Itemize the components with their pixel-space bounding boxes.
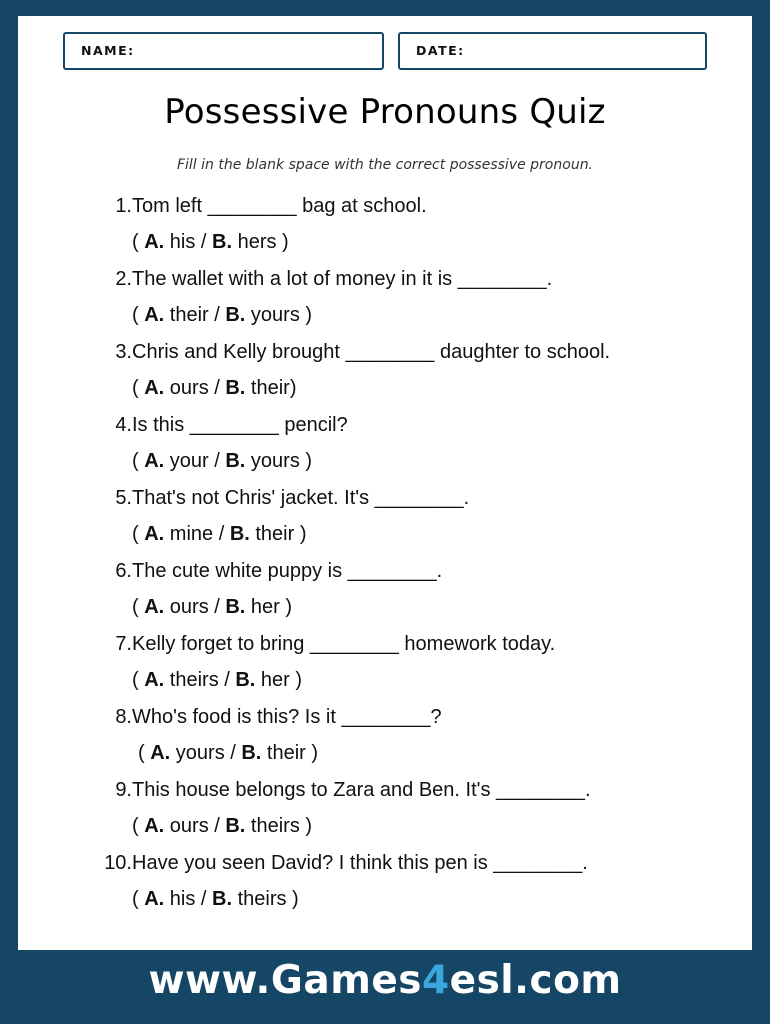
- option-a-text: ours: [169, 377, 209, 399]
- options-open: (: [132, 231, 145, 253]
- option-b-label: B.: [225, 450, 246, 472]
- options-close: ): [289, 669, 303, 691]
- name-label: NAME:: [81, 43, 135, 58]
- date-field[interactable]: [398, 32, 707, 70]
- footer-accent: 4: [422, 958, 450, 1003]
- option-b-text: yours: [250, 450, 300, 472]
- question-number: 3.: [115, 341, 132, 363]
- options-open: (: [132, 669, 145, 691]
- options-open: (: [132, 450, 145, 472]
- option-a-label: A.: [150, 742, 171, 764]
- options-close: ): [299, 304, 313, 326]
- question-text: Is this ________ pencil?: [132, 414, 348, 436]
- option-b-text: her: [260, 669, 290, 691]
- option-b-label: B.: [225, 815, 246, 837]
- options-separator: /: [213, 523, 230, 545]
- option-b-text: yours: [250, 304, 300, 326]
- question-options: [132, 596, 292, 619]
- instructions-text: Fill in the blank space with the correct possessive pronoun.: [176, 157, 594, 173]
- option-a-label: A.: [144, 596, 165, 618]
- date-label: DATE:: [416, 43, 465, 58]
- question-item: [18, 266, 752, 339]
- option-b-label: B.: [212, 888, 233, 910]
- option-b-label: B.: [235, 669, 256, 691]
- question-item: [18, 850, 752, 923]
- question-text: Tom left ________ bag at school.: [132, 195, 427, 217]
- options-close: ): [286, 888, 299, 910]
- question-number: 8.: [115, 706, 132, 728]
- options-separator: /: [208, 815, 226, 837]
- question-number: 5.: [115, 487, 132, 509]
- footer-suffix: esl.com: [449, 958, 622, 1003]
- question-text: The wallet with a lot of money in it is ________.: [132, 268, 553, 290]
- option-b-text: their: [255, 523, 295, 545]
- options-separator: /: [195, 888, 213, 910]
- options-close: ): [289, 377, 297, 399]
- question-text: This house belongs to Zara and Ben. It's ________.: [132, 779, 591, 801]
- question-text: That's not Chris' jacket. It's ________.: [132, 487, 470, 509]
- question-number: 6.: [115, 560, 132, 582]
- option-b-label: B.: [225, 596, 246, 618]
- question-item: [18, 412, 752, 485]
- options-close: ): [299, 450, 313, 472]
- options-separator: /: [224, 742, 242, 764]
- question-list: [18, 193, 752, 923]
- question-item: [18, 558, 752, 631]
- options-separator: /: [195, 231, 213, 253]
- option-b-text: her: [250, 596, 280, 618]
- option-b-text: hers: [237, 231, 277, 253]
- option-b-label: B.: [229, 523, 250, 545]
- option-a-text: mine: [169, 523, 214, 545]
- options-open: (: [132, 596, 145, 618]
- option-b-text: their: [266, 742, 306, 764]
- option-a-text: his: [169, 231, 196, 253]
- option-b-label: B.: [225, 304, 246, 326]
- question-item: [18, 631, 752, 704]
- question-text: Have you seen David? I think this pen is ________.: [132, 852, 588, 874]
- question-options: [132, 815, 312, 838]
- options-open: (: [132, 377, 145, 399]
- options-separator: /: [208, 304, 226, 326]
- question-item: [18, 193, 752, 266]
- options-close: ): [305, 742, 319, 764]
- question-item: [18, 339, 752, 412]
- options-close: ): [276, 231, 289, 253]
- options-separator: /: [208, 596, 226, 618]
- question-number: 4.: [115, 414, 132, 436]
- options-open: (: [132, 888, 145, 910]
- option-a-label: A.: [144, 815, 165, 837]
- option-a-text: ours: [169, 815, 209, 837]
- option-b-text: theirs: [237, 888, 287, 910]
- option-a-label: A.: [144, 304, 165, 326]
- question-number: 2.: [115, 268, 132, 290]
- options-separator: /: [208, 377, 226, 399]
- question-item: [18, 704, 752, 777]
- option-a-label: A.: [144, 669, 165, 691]
- question-item: [18, 485, 752, 558]
- options-open: (: [132, 304, 145, 326]
- question-text: The cute white puppy is ________.: [132, 560, 443, 582]
- options-separator: /: [218, 669, 236, 691]
- worksheet-page: [18, 16, 752, 950]
- question-number: 7.: [115, 633, 132, 655]
- options-open: (: [138, 742, 151, 764]
- option-a-label: A.: [144, 231, 165, 253]
- option-a-text: yours: [175, 742, 225, 764]
- option-a-text: his: [169, 888, 196, 910]
- options-close: ): [294, 523, 307, 545]
- question-number: 1.: [115, 195, 132, 217]
- question-number: 9.: [115, 779, 132, 801]
- option-a-label: A.: [144, 523, 165, 545]
- question-options: [132, 231, 289, 254]
- question-item: [18, 777, 752, 850]
- option-a-label: A.: [144, 450, 165, 472]
- question-options: [132, 888, 299, 911]
- option-a-text: your: [169, 450, 209, 472]
- options-open: (: [132, 523, 145, 545]
- page-title: Possessive Pronouns Quiz: [164, 92, 606, 132]
- footer-prefix: www.Games: [148, 958, 422, 1003]
- option-a-text: their: [169, 304, 209, 326]
- question-options: [132, 669, 302, 692]
- question-number: 10.: [104, 852, 132, 874]
- question-text: Who's food is this? Is it ________?: [132, 706, 442, 728]
- name-field[interactable]: [63, 32, 384, 70]
- website-footer[interactable]: [0, 958, 770, 1003]
- option-b-text: their: [250, 377, 290, 399]
- option-a-label: A.: [144, 377, 165, 399]
- option-a-text: theirs: [169, 669, 219, 691]
- option-a-text: ours: [169, 596, 209, 618]
- options-separator: /: [208, 450, 226, 472]
- options-close: ): [299, 815, 313, 837]
- question-text: Kelly forget to bring ________ homework today.: [132, 633, 556, 655]
- option-b-label: B.: [241, 742, 262, 764]
- question-options: [132, 450, 312, 473]
- question-options: [132, 377, 297, 400]
- option-a-label: A.: [144, 888, 165, 910]
- option-b-label: B.: [225, 377, 246, 399]
- options-open: (: [132, 815, 145, 837]
- question-options: [132, 523, 307, 546]
- options-close: ): [279, 596, 293, 618]
- option-b-text: theirs: [250, 815, 300, 837]
- option-b-label: B.: [212, 231, 233, 253]
- question-text: Chris and Kelly brought ________ daughter to school.: [132, 341, 611, 363]
- question-options: [132, 304, 312, 327]
- question-options: [138, 742, 318, 765]
